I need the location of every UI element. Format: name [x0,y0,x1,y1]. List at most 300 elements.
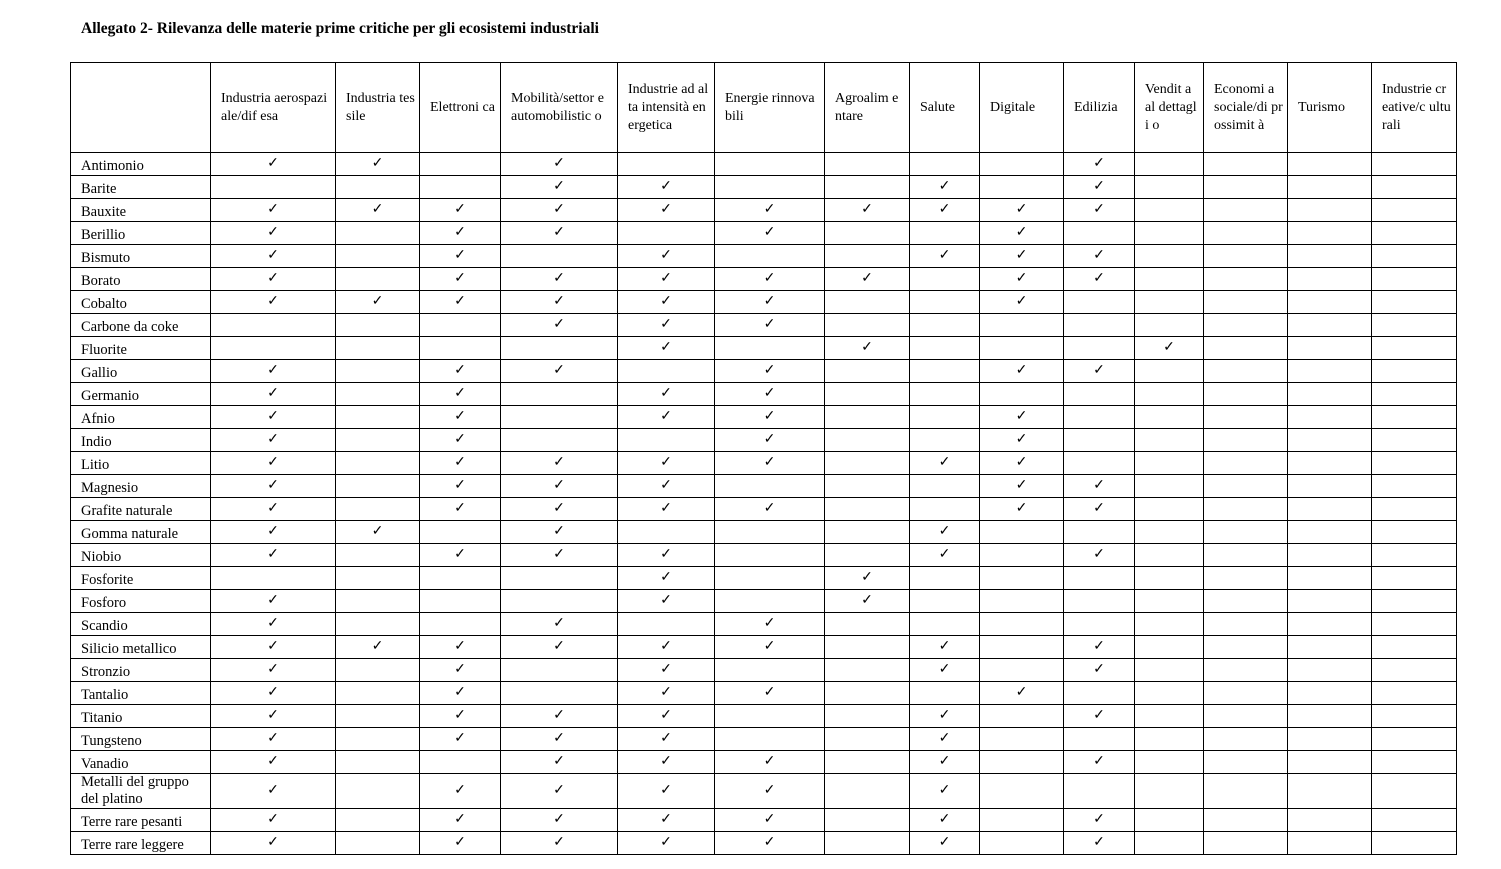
check-mark-icon: ✓ [618,383,715,406]
empty-cell [1288,475,1372,498]
check-mark-icon: ✓ [910,452,980,475]
empty-cell [1288,636,1372,659]
material-name: Bauxite [71,199,211,222]
empty-cell [1372,544,1457,567]
empty-cell [618,521,715,544]
empty-cell [1204,268,1288,291]
table-row [71,498,1457,521]
empty-cell [211,176,336,199]
check-mark-icon: ✓ [211,590,336,613]
check-mark-icon: ✓ [910,809,980,832]
empty-cell [336,429,420,452]
empty-cell [1288,199,1372,222]
empty-cell [910,360,980,383]
check-mark-icon: ✓ [211,774,336,809]
empty-cell [1204,521,1288,544]
empty-cell [1288,567,1372,590]
empty-cell [1064,774,1135,809]
empty-cell [980,659,1064,682]
empty-cell [910,567,980,590]
material-name: Magnesio [71,475,211,498]
empty-cell [1372,291,1457,314]
check-mark-icon: ✓ [980,222,1064,245]
empty-cell [336,475,420,498]
check-mark-icon: ✓ [1064,832,1135,855]
empty-cell [910,383,980,406]
empty-cell [980,521,1064,544]
material-name: Antimonio [71,153,211,176]
empty-cell [1135,809,1204,832]
empty-cell [910,429,980,452]
empty-cell [910,590,980,613]
check-mark-icon: ✓ [211,809,336,832]
material-name: Grafite naturale [71,498,211,521]
table-row [71,682,1457,705]
empty-cell [1135,245,1204,268]
empty-cell [715,475,825,498]
check-mark-icon: ✓ [420,291,501,314]
empty-cell [1064,291,1135,314]
empty-cell [1288,590,1372,613]
column-header-label: Edilizia [1074,99,1118,115]
empty-cell [336,567,420,590]
empty-cell [825,153,910,176]
table-row [71,567,1457,590]
empty-cell [336,337,420,360]
raw-materials-table [70,62,1457,855]
empty-cell [420,314,501,337]
check-mark-icon: ✓ [336,521,420,544]
check-mark-icon: ✓ [980,360,1064,383]
empty-cell [825,774,910,809]
table-row [71,751,1457,774]
column-header-label: Industria aerospaziale/dif esa [221,90,328,124]
empty-cell [420,153,501,176]
empty-cell [715,337,825,360]
material-name: Bismuto [71,245,211,268]
empty-cell [336,590,420,613]
empty-cell [715,705,825,728]
material-name: Gomma naturale [71,521,211,544]
column-header [715,63,825,153]
empty-cell [910,475,980,498]
check-mark-icon: ✓ [910,521,980,544]
check-mark-icon: ✓ [501,832,618,855]
empty-cell [1135,728,1204,751]
empty-cell [1204,222,1288,245]
empty-cell [1288,406,1372,429]
empty-cell [1288,429,1372,452]
column-header-label: Industrie ad alta intensità energetica [628,81,709,133]
material-name: Gallio [71,360,211,383]
table-row [71,429,1457,452]
empty-cell [1204,360,1288,383]
check-mark-icon: ✓ [211,360,336,383]
empty-cell [420,521,501,544]
empty-cell [211,567,336,590]
material-name: Niobio [71,544,211,567]
check-mark-icon: ✓ [715,291,825,314]
empty-cell [910,268,980,291]
empty-cell [715,567,825,590]
check-mark-icon: ✓ [1064,153,1135,176]
check-mark-icon: ✓ [715,809,825,832]
table-row [71,406,1457,429]
table-row [71,176,1457,199]
table-row [71,268,1457,291]
check-mark-icon: ✓ [618,590,715,613]
empty-cell [1288,222,1372,245]
check-mark-icon: ✓ [420,406,501,429]
column-header-label: Vendit a al dettagli o [1145,81,1197,133]
empty-cell [1204,728,1288,751]
check-mark-icon: ✓ [420,452,501,475]
empty-cell [825,475,910,498]
empty-cell [1204,337,1288,360]
empty-cell [715,153,825,176]
empty-cell [1135,544,1204,567]
empty-cell [1372,498,1457,521]
check-mark-icon: ✓ [910,705,980,728]
empty-cell [825,636,910,659]
empty-cell [825,728,910,751]
empty-cell [1288,521,1372,544]
empty-cell [1135,199,1204,222]
check-mark-icon: ✓ [211,659,336,682]
empty-cell [1372,613,1457,636]
check-mark-icon: ✓ [910,544,980,567]
empty-cell [1372,659,1457,682]
empty-cell [1204,153,1288,176]
empty-cell [1064,590,1135,613]
empty-cell [715,245,825,268]
empty-cell [1204,452,1288,475]
empty-cell [1204,245,1288,268]
check-mark-icon: ✓ [211,832,336,855]
empty-cell [1288,544,1372,567]
empty-cell [1288,337,1372,360]
check-mark-icon: ✓ [211,153,336,176]
check-mark-icon: ✓ [618,268,715,291]
check-mark-icon: ✓ [211,682,336,705]
empty-cell [1064,383,1135,406]
check-mark-icon: ✓ [211,199,336,222]
empty-cell [1372,314,1457,337]
empty-cell [825,429,910,452]
empty-cell [1135,176,1204,199]
check-mark-icon: ✓ [825,567,910,590]
material-name: Cobalto [71,291,211,314]
check-mark-icon: ✓ [618,567,715,590]
empty-cell [336,705,420,728]
check-mark-icon: ✓ [211,475,336,498]
empty-cell [211,337,336,360]
check-mark-icon: ✓ [211,452,336,475]
empty-cell [1372,809,1457,832]
material-name: Vanadio [71,751,211,774]
check-mark-icon: ✓ [618,682,715,705]
empty-cell [1135,429,1204,452]
empty-cell [336,245,420,268]
check-mark-icon: ✓ [618,809,715,832]
empty-cell [1204,475,1288,498]
empty-cell [618,153,715,176]
check-mark-icon: ✓ [618,199,715,222]
empty-cell [1288,153,1372,176]
empty-cell [910,153,980,176]
check-mark-icon: ✓ [501,475,618,498]
empty-cell [910,337,980,360]
empty-cell [825,613,910,636]
column-header [910,63,980,153]
column-header-label: Industrie creative/c ulturali [1382,81,1451,133]
empty-cell [825,809,910,832]
column-header [420,63,501,153]
check-mark-icon: ✓ [715,199,825,222]
empty-cell [910,406,980,429]
check-mark-icon: ✓ [715,222,825,245]
check-mark-icon: ✓ [825,268,910,291]
check-mark-icon: ✓ [420,832,501,855]
material-name: Stronzio [71,659,211,682]
empty-cell [1372,728,1457,751]
table-row [71,728,1457,751]
empty-cell [825,291,910,314]
empty-cell [825,222,910,245]
column-header-label: Turismo [1298,99,1345,115]
empty-cell [336,832,420,855]
empty-cell [1372,452,1457,475]
empty-cell [1204,613,1288,636]
column-header [1288,63,1372,153]
check-mark-icon: ✓ [910,774,980,809]
empty-cell [980,544,1064,567]
check-mark-icon: ✓ [618,659,715,682]
empty-cell [980,383,1064,406]
empty-cell [420,337,501,360]
table-row [71,222,1457,245]
column-header [1135,63,1204,153]
check-mark-icon: ✓ [211,498,336,521]
material-name: Scandio [71,613,211,636]
material-name: Titanio [71,705,211,728]
empty-cell [1204,199,1288,222]
empty-cell [980,567,1064,590]
empty-cell [1135,613,1204,636]
empty-cell [1288,498,1372,521]
empty-cell [825,245,910,268]
check-mark-icon: ✓ [825,590,910,613]
check-mark-icon: ✓ [980,406,1064,429]
empty-cell [618,360,715,383]
empty-cell [980,314,1064,337]
check-mark-icon: ✓ [715,636,825,659]
check-mark-icon: ✓ [336,636,420,659]
check-mark-icon: ✓ [715,498,825,521]
check-mark-icon: ✓ [501,636,618,659]
empty-cell [825,176,910,199]
check-mark-icon: ✓ [211,222,336,245]
check-mark-icon: ✓ [825,337,910,360]
material-name: Indio [71,429,211,452]
empty-cell [501,245,618,268]
empty-cell [1204,832,1288,855]
empty-cell [336,268,420,291]
material-name: Afnio [71,406,211,429]
empty-cell [910,498,980,521]
check-mark-icon: ✓ [211,728,336,751]
check-mark-icon: ✓ [336,199,420,222]
check-mark-icon: ✓ [618,498,715,521]
empty-cell [1288,452,1372,475]
check-mark-icon: ✓ [501,521,618,544]
column-header-label: Mobilità/settor e automobilistic o [511,90,604,124]
corner-cell [71,63,211,153]
empty-cell [501,406,618,429]
empty-cell [1204,429,1288,452]
header-row [71,63,1457,153]
check-mark-icon: ✓ [336,153,420,176]
empty-cell [825,659,910,682]
material-name: Terre rare pesanti [71,809,211,832]
empty-cell [1204,544,1288,567]
check-mark-icon: ✓ [715,613,825,636]
table-row [71,521,1457,544]
check-mark-icon: ✓ [211,521,336,544]
check-mark-icon: ✓ [420,245,501,268]
check-mark-icon: ✓ [715,383,825,406]
check-mark-icon: ✓ [420,475,501,498]
empty-cell [825,521,910,544]
check-mark-icon: ✓ [618,728,715,751]
empty-cell [715,176,825,199]
empty-cell [420,613,501,636]
empty-cell [715,728,825,751]
table-row [71,809,1457,832]
check-mark-icon: ✓ [501,222,618,245]
table-row [71,613,1457,636]
material-name: Fluorite [71,337,211,360]
check-mark-icon: ✓ [501,452,618,475]
check-mark-icon: ✓ [715,452,825,475]
empty-cell [336,406,420,429]
empty-cell [1204,809,1288,832]
empty-cell [618,222,715,245]
empty-cell [501,567,618,590]
empty-cell [825,360,910,383]
empty-cell [336,809,420,832]
check-mark-icon: ✓ [420,498,501,521]
empty-cell [980,705,1064,728]
empty-cell [1204,682,1288,705]
material-name: Carbone da coke [71,314,211,337]
check-mark-icon: ✓ [715,751,825,774]
check-mark-icon: ✓ [618,832,715,855]
check-mark-icon: ✓ [618,544,715,567]
empty-cell [980,809,1064,832]
check-mark-icon: ✓ [420,809,501,832]
check-mark-icon: ✓ [715,314,825,337]
column-header-label: Salute [920,99,955,115]
empty-cell [1135,360,1204,383]
empty-cell [1372,337,1457,360]
empty-cell [825,383,910,406]
check-mark-icon: ✓ [501,705,618,728]
empty-cell [825,544,910,567]
material-name: Fosforite [71,567,211,590]
empty-cell [1064,452,1135,475]
check-mark-icon: ✓ [1064,176,1135,199]
check-mark-icon: ✓ [420,383,501,406]
table-row [71,590,1457,613]
check-mark-icon: ✓ [211,705,336,728]
check-mark-icon: ✓ [618,774,715,809]
empty-cell [1135,774,1204,809]
empty-cell [1372,429,1457,452]
empty-cell [1372,751,1457,774]
check-mark-icon: ✓ [715,406,825,429]
column-header-label: Industria tessile [346,90,415,124]
empty-cell [1288,705,1372,728]
table-row [71,774,1457,809]
table-row [71,475,1457,498]
column-header [211,63,336,153]
table-row [71,383,1457,406]
check-mark-icon: ✓ [910,199,980,222]
table-row [71,544,1457,567]
empty-cell [211,314,336,337]
check-mark-icon: ✓ [715,429,825,452]
empty-cell [1204,176,1288,199]
empty-cell [1204,636,1288,659]
check-mark-icon: ✓ [501,809,618,832]
check-mark-icon: ✓ [910,728,980,751]
empty-cell [501,659,618,682]
empty-cell [1135,452,1204,475]
check-mark-icon: ✓ [211,383,336,406]
table-row [71,199,1457,222]
check-mark-icon: ✓ [910,832,980,855]
empty-cell [910,222,980,245]
column-header [501,63,618,153]
check-mark-icon: ✓ [501,751,618,774]
table-row [71,832,1457,855]
empty-cell [1372,176,1457,199]
check-mark-icon: ✓ [420,705,501,728]
empty-cell [1372,832,1457,855]
check-mark-icon: ✓ [420,429,501,452]
empty-cell [1372,153,1457,176]
empty-cell [501,590,618,613]
check-mark-icon: ✓ [501,544,618,567]
check-mark-icon: ✓ [1135,337,1204,360]
material-name: Barite [71,176,211,199]
empty-cell [336,498,420,521]
check-mark-icon: ✓ [211,544,336,567]
check-mark-icon: ✓ [980,291,1064,314]
empty-cell [825,314,910,337]
empty-cell [501,383,618,406]
empty-cell [1204,291,1288,314]
empty-cell [618,613,715,636]
table-row [71,153,1457,176]
empty-cell [1288,314,1372,337]
check-mark-icon: ✓ [910,636,980,659]
empty-cell [1135,475,1204,498]
empty-cell [1064,613,1135,636]
material-name: Borato [71,268,211,291]
empty-cell [1135,222,1204,245]
